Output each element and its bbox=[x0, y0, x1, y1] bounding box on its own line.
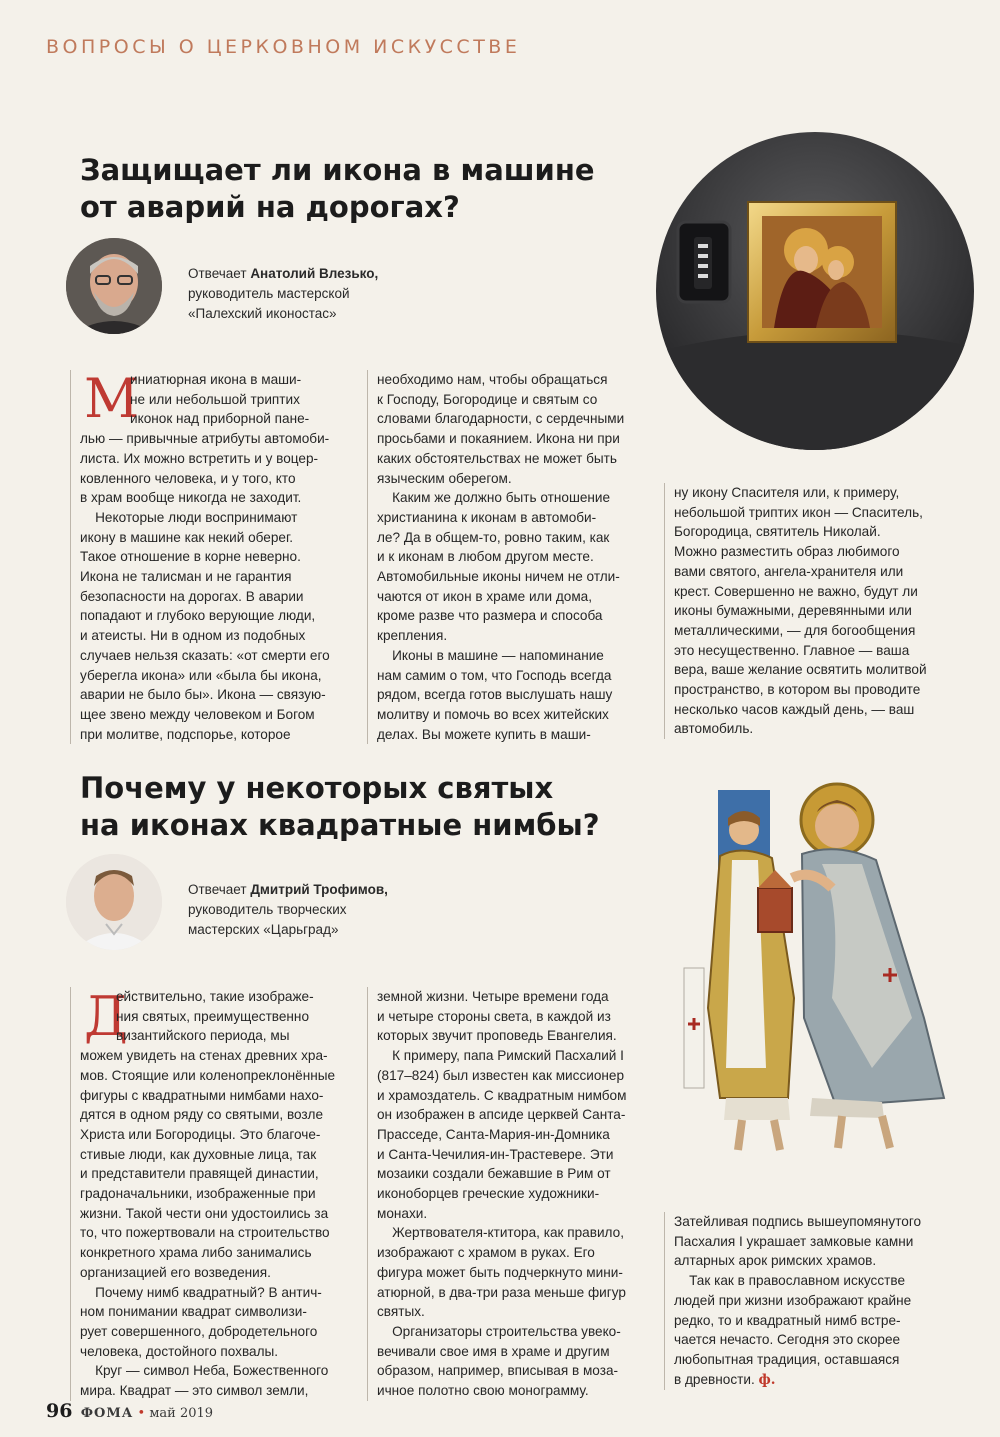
text-line: ичное полотно свою монограмму. bbox=[377, 1383, 589, 1399]
text-line: небольшой триптих икон — Спаситель, bbox=[674, 504, 923, 520]
text-line: каких обстоятельствах не может быть bbox=[377, 450, 617, 466]
text-line: ном понимании квадрат символизи- bbox=[80, 1304, 307, 1320]
text-line: вера, ваше желание освятить молитвой bbox=[674, 662, 927, 678]
text-line: Затейливая подпись вышеупомянутого bbox=[674, 1214, 922, 1229]
text-line: иконы бумажными, деревянными или bbox=[674, 603, 912, 619]
article-1-column-1 bbox=[70, 367, 352, 744]
text-line: которых звучит проповедь Евангелия. bbox=[377, 1028, 617, 1044]
article-1-column-2 bbox=[367, 370, 649, 744]
text-line: монахи. bbox=[377, 1205, 428, 1221]
text-line: христианина к иконам в автомоби- bbox=[377, 509, 597, 525]
text-line: жизни. Такой чести они удостоились за bbox=[80, 1205, 329, 1221]
author-portrait-icon bbox=[66, 238, 162, 334]
text-line: мира. Квадрат — это символ земли, bbox=[80, 1383, 309, 1399]
author-avatar bbox=[66, 238, 162, 334]
text-line: попадают и глубоко верующие люди, bbox=[80, 608, 316, 624]
text-line: икону в машине как некий оберег. bbox=[80, 529, 294, 545]
text-line: Такое отношение в корне неверно. bbox=[80, 549, 301, 565]
text-line: людей при жизни изображают крайне bbox=[674, 1292, 912, 1308]
page-footer bbox=[46, 1400, 213, 1422]
text-line: делах. Вы можете купить в маши- bbox=[377, 726, 591, 742]
text-line: щее звено между человеком и Богом bbox=[80, 706, 315, 722]
byline-prefix: Отвечает bbox=[188, 266, 251, 281]
author-name: Дмитрий Трофимов, bbox=[250, 882, 388, 897]
text-line: конкретного храма либо занимались bbox=[80, 1245, 312, 1261]
saints-mosaic-icon bbox=[662, 768, 966, 1180]
text-line: и атеисты. Ни в одном из подобных bbox=[80, 628, 306, 644]
text-line: и четыре стороны света, в каждой из bbox=[377, 1008, 611, 1024]
text-line: чается нечасто. Сегодня это скорее bbox=[674, 1332, 901, 1348]
author-role: «Палехский иконостас» bbox=[188, 306, 337, 321]
text-line: ковленного человека, и у того, кто bbox=[80, 470, 296, 486]
text-line: случаев нельзя сказать: «от смерти его bbox=[80, 647, 330, 663]
text-line: безопасности на дорогах. В аварии bbox=[80, 588, 304, 604]
text-line: рядом, всегда готов выслушать нашу bbox=[377, 687, 613, 703]
text-line: словами благодарности, с сердечными bbox=[377, 411, 625, 427]
byline-prefix: Отвечает bbox=[188, 882, 251, 897]
car-icon-photo bbox=[656, 132, 974, 450]
text-line: Каким же должно быть отношение bbox=[377, 490, 611, 506]
text-line: градоначальники, изображенные при bbox=[80, 1186, 316, 1202]
text-line: Икона не талисман и не гарантия bbox=[80, 569, 292, 585]
text-line: человека, достойного похвалы. bbox=[80, 1343, 279, 1359]
text-line: необходимо нам, чтобы обращаться bbox=[377, 372, 608, 387]
text-line: Иконы в машине — напоминание bbox=[377, 647, 604, 663]
text-line: Круг — символ Неба, Божественного bbox=[80, 1363, 329, 1379]
text-line: листа. Их можно встретить и у воцер- bbox=[80, 450, 319, 466]
text-line: вами святого, ангела-хранителя или bbox=[674, 563, 904, 579]
text-line: атюрной, в два-три раза меньше фигур bbox=[377, 1284, 626, 1300]
title-line: на иконах квадратные нимбы? bbox=[80, 808, 600, 842]
text-line: образом, например, вписывая в моза- bbox=[377, 1363, 619, 1379]
text-line: редко, то и квадратный нимб встре- bbox=[674, 1312, 901, 1328]
author-byline bbox=[188, 880, 388, 940]
text-line: это несущественно. Главное — ваша bbox=[674, 642, 910, 658]
article-1-column-3 bbox=[664, 483, 966, 739]
issue-date: май 2019 bbox=[149, 1406, 214, 1421]
text-line: организацией его возведения. bbox=[80, 1264, 271, 1280]
text-line: крест. Совершенно не важно, будут ли bbox=[674, 583, 918, 599]
page-number: 96 bbox=[46, 1400, 73, 1422]
text-line: византийского периода, мы bbox=[116, 1028, 290, 1044]
text-line: К примеру, папа Римский Пасхалий I bbox=[377, 1048, 624, 1064]
title-line: Почему у некоторых святых bbox=[80, 771, 554, 805]
magazine-name: ФОМА bbox=[80, 1406, 134, 1421]
text-line: Христа или Богородицы. Это благоче- bbox=[80, 1126, 321, 1142]
text-line: крепления. bbox=[377, 628, 448, 644]
text-line: Так как в православном искусстве bbox=[674, 1273, 906, 1289]
drop-cap: Д bbox=[84, 985, 128, 1048]
text-line: и Санта-Чечилия-ин-Трастевере. Эти bbox=[377, 1146, 614, 1162]
dashboard-icon-illustration bbox=[656, 132, 974, 450]
text-line: и храмоздатель. С квадратным нимбом bbox=[377, 1087, 627, 1103]
text-line: автомобиль. bbox=[674, 721, 754, 737]
author-avatar bbox=[66, 854, 162, 950]
text-line: Автомобильные иконы ничем не отли- bbox=[377, 569, 620, 585]
author-role: руководитель творческих bbox=[188, 902, 347, 917]
text-line: стивые люди, как духовные лица, так bbox=[80, 1146, 317, 1162]
text-line: ле? Да в общем-то, ровно таким, как bbox=[377, 529, 610, 545]
text-line-end: в древности. bbox=[674, 1371, 755, 1387]
text-line: мозаики создали бежавшие в Рим от bbox=[377, 1166, 611, 1182]
text-line: Организаторы строительства увеко- bbox=[377, 1323, 621, 1339]
text-line: и к иконам в любом другом месте. bbox=[377, 549, 594, 565]
title-line: от аварий на дорогах? bbox=[80, 190, 460, 224]
text-line: мов. Стоящие или коленопреклонённые bbox=[80, 1067, 336, 1083]
article-2-title bbox=[80, 770, 600, 844]
article-2-column-2 bbox=[367, 987, 649, 1401]
drop-cap: М bbox=[84, 367, 140, 430]
article-2-column-1 bbox=[70, 987, 360, 1401]
text-line bbox=[674, 1370, 966, 1391]
text-line: кроме разве что размера и способа bbox=[377, 608, 603, 624]
text-line: дятся в одном ряду со святыми, возле bbox=[80, 1107, 324, 1123]
text-line: пространство, в котором вы проводите bbox=[674, 682, 921, 698]
text-line: чаются от икон в храме или дома, bbox=[377, 588, 593, 604]
text-line: к Господу, Богородице и святым со bbox=[377, 391, 598, 407]
text-line: вечивали свое имя в храме и другим bbox=[377, 1343, 610, 1359]
byline-line bbox=[188, 264, 378, 284]
text-line: просьбами и покаянием. Икона ни при bbox=[377, 431, 620, 447]
text-line: аварии не было бы». Икона — связую- bbox=[80, 687, 326, 703]
text-line: ну икону Спасителя или, к примеру, bbox=[674, 485, 900, 500]
title-line: Защищает ли икона в машине bbox=[80, 153, 595, 187]
text-line: металлическими, — для богообщения bbox=[674, 622, 916, 638]
byline-line bbox=[188, 880, 388, 900]
author-byline bbox=[188, 264, 378, 324]
text-line: молитву и помочь во всех житейских bbox=[377, 706, 609, 722]
text-line: и представители правящей династии, bbox=[80, 1166, 319, 1182]
article-2-column-3 bbox=[664, 1212, 966, 1390]
text-line: иконок над приборной пане- bbox=[130, 411, 310, 427]
text-line: ния святых, преимущественно bbox=[116, 1008, 310, 1024]
text-line: земной жизни. Четыре времени года bbox=[377, 989, 609, 1004]
text-line: иниатюрная икона в маши- bbox=[130, 372, 302, 387]
text-line: то, что пожертвовали на строительство bbox=[80, 1225, 330, 1241]
text-line: можем увидеть на стенах древних хра- bbox=[80, 1048, 328, 1064]
text-line: нам самим о том, что Господь всегда bbox=[377, 667, 612, 683]
text-line: ействительно, такие изображе- bbox=[116, 989, 314, 1004]
author-portrait-icon bbox=[66, 854, 162, 950]
text-line: Пасхалия I украшает замковые камни bbox=[674, 1233, 914, 1249]
text-line: языческим оберегом. bbox=[377, 470, 512, 486]
text-line: иконоборцев греческие художники- bbox=[377, 1186, 600, 1202]
text-line: уберегла икона» или «была бы икона, bbox=[80, 667, 322, 683]
separator-dot: • bbox=[137, 1406, 146, 1421]
mosaic-illustration bbox=[662, 768, 966, 1180]
text-line: лью — привычные атрибуты автомоби- bbox=[80, 431, 330, 447]
text-line: Богородица, святитель Николай. bbox=[674, 524, 881, 540]
section-header: ВОПРОСЫ О ЦЕРКОВНОМ ИСКУССТВЕ bbox=[46, 36, 521, 58]
text-line: при молитве, подспорье, которое bbox=[80, 726, 291, 742]
text-line: любопытная традиция, оставшаяся bbox=[674, 1351, 900, 1367]
author-name: Анатолий Влезько, bbox=[250, 266, 379, 281]
text-line: Некоторые люди воспринимают bbox=[80, 509, 298, 525]
text-line: он изображен в апсиде церквей Санта- bbox=[377, 1107, 626, 1123]
text-line: изображают с храмом в руках. Его bbox=[377, 1245, 595, 1261]
text-line: (817–824) был известен как миссионер bbox=[377, 1067, 625, 1083]
text-line: алтарных арок римских храмов. bbox=[674, 1253, 877, 1269]
text-line: не или небольшой триптих bbox=[130, 391, 300, 407]
text-line: Почему нимб квадратный? В антич- bbox=[80, 1284, 322, 1300]
author-role: мастерских «Царьград» bbox=[188, 922, 339, 937]
text-line: святых. bbox=[377, 1304, 425, 1320]
text-line: фигуры с квадратными нимбами нахо- bbox=[80, 1087, 324, 1103]
text-line: в храм вообще никогда не заходит. bbox=[80, 490, 302, 506]
text-line: Жертвователя-ктитора, как правило, bbox=[377, 1225, 624, 1241]
article-1-title bbox=[80, 152, 595, 226]
text-line: несколько часов каждый день, — ваш bbox=[674, 701, 915, 717]
author-role: руководитель мастерской bbox=[188, 286, 350, 301]
text-line: Прасседе, Санта-Мария-ин-Домника bbox=[377, 1126, 610, 1142]
text-line: Можно разместить образ любимого bbox=[674, 544, 900, 560]
text-line: фигура может быть подчеркнуто мини- bbox=[377, 1264, 623, 1280]
end-mark-icon: ф. bbox=[758, 1371, 776, 1388]
text-line: рует совершенного, добродетельного bbox=[80, 1323, 318, 1339]
